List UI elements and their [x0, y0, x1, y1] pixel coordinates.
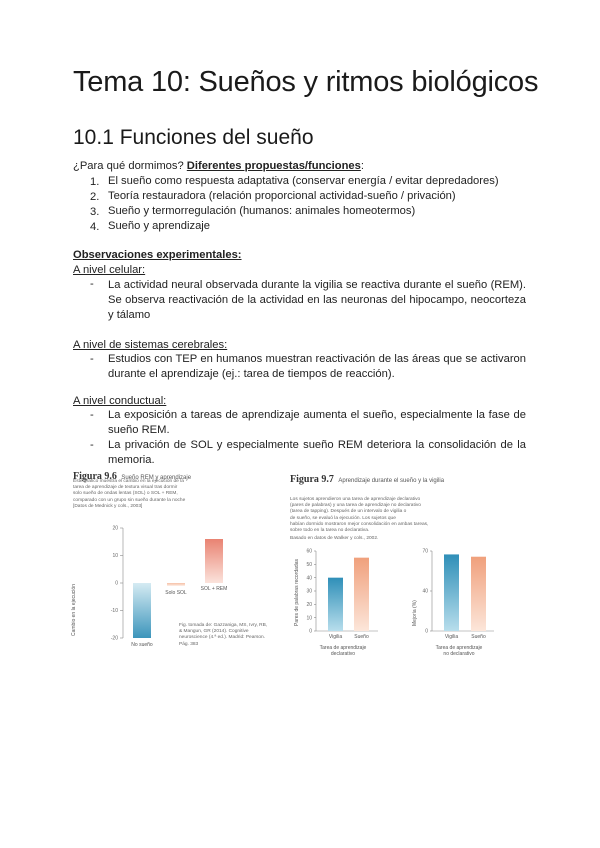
observations-heading: Observaciones experimentales: — [73, 249, 242, 261]
source-line: & Mangun, GR (2014). Cognitive — [179, 629, 249, 635]
bar — [205, 539, 223, 583]
list-number: 3. — [90, 206, 100, 218]
figure-9-7-caption — [290, 497, 468, 542]
behavioral-heading: A nivel conductual: — [73, 395, 167, 407]
figure-9-7-left-xtitle — [308, 645, 378, 657]
xtitle-line: Tarea de aprendizaje — [319, 645, 367, 651]
figure-9-7-label: Figura 9.7 — [290, 474, 334, 485]
bar — [354, 558, 369, 631]
figure-9-7-right-chart — [422, 549, 494, 640]
cellular-heading: A nivel celular: — [73, 264, 146, 276]
y-tick-label: 70 — [422, 548, 428, 555]
x-tick-label: Vigilia — [328, 634, 343, 640]
bar — [471, 557, 486, 631]
figure-9-6-label: Figura 9.6 — [73, 471, 117, 482]
figure-9-6-axis — [111, 526, 123, 642]
y-tick-label: -20 — [110, 635, 118, 642]
systems-heading: A nivel de sistemas cerebrales: — [73, 339, 228, 351]
systems-item: Estudios con TEP en humanos muestran reactivación de las áreas que se activaron durante el aprendizaje (ej.: tarea de tiempos de reacción). — [108, 353, 526, 380]
figure-9-6 — [73, 466, 283, 656]
bullet-dash: - — [90, 353, 94, 365]
caption-line: tarea de aprendizaje de textura visual tras dormir — [73, 485, 178, 491]
bar — [133, 583, 151, 638]
xtitle-line: no declarativo — [443, 651, 475, 657]
page-title: Tema 10: Sueños y ritmos biológicos — [73, 66, 539, 98]
list-item: Sueño y aprendizaje — [108, 220, 211, 232]
figure-9-7-source: Basado en datos de Walker y cols., 2002. — [290, 536, 379, 542]
y-tick-label: 0 — [425, 628, 428, 635]
xtitle-line: Tarea de aprendizaje — [435, 645, 483, 651]
cellular-item: La actividad neural observada durante la vigilia se reactiva durante el sueño (REM). Se observa reactivación de la actividad en las neuronas del hipocampo, neocorteza y tálamo — [108, 279, 526, 321]
y-tick-label: 0 — [115, 580, 118, 587]
bar — [444, 554, 459, 631]
caption-line: (pares de palabras) y una tarea de aprendizaje no declarativo — [290, 503, 421, 509]
caption-line: Los sujetos aprendieron una tarea de aprendizaje declarativo — [290, 497, 421, 502]
list-item: Teoría restauradora (relación proporcional actividad-sueño / privación) — [108, 190, 456, 202]
bullet-dash: - — [90, 439, 94, 451]
y-tick-label: 0 — [309, 628, 312, 635]
caption-line: habían dormido mostraron mejor consolidación en ambas tareas, — [290, 521, 429, 527]
source-line: Fig. tomada de: Gazzaniga, MS, Ivry, RB, — [179, 623, 268, 628]
list-item: Sueño y termorregulación (humanos: animales homeotermos) — [108, 205, 416, 217]
y-tick-label: 10 — [306, 615, 312, 622]
figure-9-7-header — [290, 473, 470, 486]
list-number: 1. — [90, 176, 100, 188]
caption-line: solo sueño de ondas lentas (SOL) o SOL + REM, — [73, 491, 178, 497]
list-number: 4. — [90, 221, 100, 233]
bar-label: No sueño — [131, 642, 153, 648]
y-tick-label: 60 — [306, 548, 312, 555]
intro-line — [73, 159, 364, 174]
x-tick-label: Sueño — [471, 634, 486, 640]
figure-9-7 — [290, 473, 530, 673]
behavioral-item: La exposición a tareas de aprendizaje aumenta el sueño, especialmente la fase de sueño REM. — [108, 409, 526, 436]
y-tick-label: 30 — [306, 588, 312, 595]
caption-line: (tarea de tapping). Después de un intervalo de vigilia o — [290, 509, 407, 515]
list-item: El sueño como respuesta adaptativa (conservar energía / evitar depredadores) — [108, 175, 499, 187]
figure-9-7-title: Aprendizaje durante el sueño y la vigilia — [338, 478, 445, 484]
y-tick-label: -10 — [110, 608, 118, 615]
caption-line: de sueño, se evaluó la ejecución. Los sujetos que — [290, 515, 396, 521]
bullet-dash: - — [90, 409, 94, 421]
intro-emphasis: Diferentes propuestas/funciones — [186, 160, 361, 172]
source-line: neuroscience (4.ª ed.). Madrid: Pearson. — [179, 635, 266, 641]
figure-9-7-left-chart — [306, 549, 378, 640]
figure-9-7-right-xtitle — [424, 645, 494, 657]
list-number: 2. — [90, 191, 100, 203]
intro-question: ¿Para qué dormimos? — [73, 160, 187, 172]
figure-9-6-source — [179, 623, 279, 648]
figure-9-7-left-ylabel: Pares de palabras recordadas — [294, 559, 300, 626]
y-tick-label: 50 — [306, 562, 312, 569]
bar-label: Solo SOL — [165, 589, 187, 596]
intro-end: : — [360, 160, 364, 172]
y-tick-label: 40 — [422, 588, 428, 595]
bar — [167, 583, 185, 586]
y-tick-label: 10 — [112, 553, 118, 560]
bullet-dash: - — [90, 278, 94, 290]
source-line: Pág. 383 — [179, 641, 199, 647]
figure-9-7-right-ylabel: Mejoría (%) — [412, 600, 418, 626]
x-tick-label: Vigilia — [444, 634, 459, 640]
behavioral-item: La privación de SOL y especialmente sueño REM deteriora la consolidación de la memoria. — [108, 439, 526, 466]
caption-line: sobre todo en la tarea no declarativa. — [290, 528, 370, 534]
bar-label: SOL + REM — [200, 586, 228, 592]
figure-9-6-ylabel: Cambio en la ejecución — [71, 584, 77, 636]
section-title: 10.1 Funciones del sueño — [73, 126, 314, 149]
x-tick-label: Sueño — [354, 634, 369, 640]
figure-9-6-caption — [73, 479, 278, 510]
y-tick-label: 40 — [306, 575, 312, 582]
bar — [328, 578, 343, 631]
figure-9-6-title: Sueño REM y aprendizaje — [121, 475, 192, 481]
caption-line: Este gráfico muestra el cambio en la ejecución de la — [73, 479, 184, 484]
y-tick-label: 20 — [112, 525, 118, 532]
caption-line: comparado con un grupo sin sueño durante la noche — [73, 497, 186, 503]
y-tick-label: 20 — [306, 602, 312, 609]
caption-line: [Datos de Mednick y cols., 2003] — [73, 503, 143, 509]
xtitle-line: declarativo — [330, 651, 356, 657]
